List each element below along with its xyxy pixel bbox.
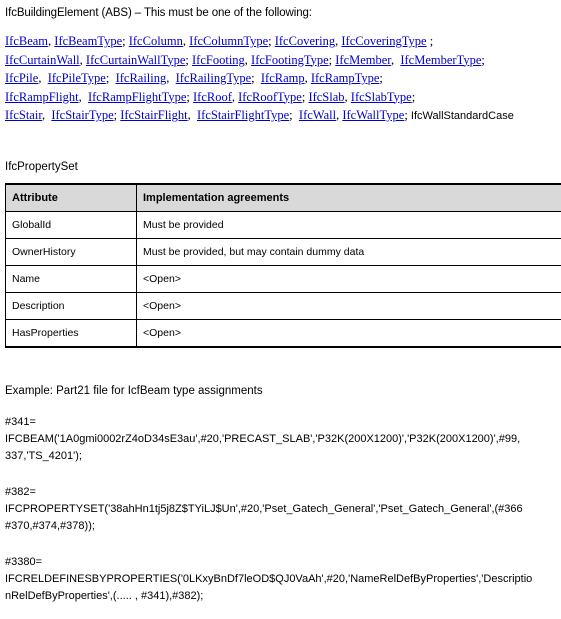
- entity-name-ifcwallstandardcase: IfcWallStandardCase: [410, 110, 514, 122]
- code-block-382: [5, 484, 523, 535]
- separator: ;: [379, 71, 383, 85]
- attribute-cell: OwnerHistory: [6, 239, 137, 266]
- column-header-implementation: Implementation agreements: [137, 184, 561, 212]
- property-set-title: IfcPropertySet: [5, 161, 78, 173]
- separator: ,: [336, 108, 343, 122]
- entity-link-ifcwall[interactable]: IfcWall: [298, 108, 337, 122]
- table-row: [6, 212, 561, 239]
- separator: ;: [426, 34, 434, 48]
- entity-link-ifcpile[interactable]: IfcPile: [5, 71, 39, 85]
- code-line: nRelDefByProperties',(..... , #341),#382);: [5, 590, 204, 602]
- link-line: [5, 32, 561, 51]
- entity-link-ifcstairtype[interactable]: IfcStairType: [51, 108, 114, 122]
- entity-link-ifccolumn[interactable]: IfcColumn: [128, 34, 183, 48]
- entity-link-ifcramp[interactable]: IfcRamp: [260, 71, 305, 85]
- separator: ;: [328, 52, 336, 67]
- separator: ,: [41, 108, 52, 122]
- attribute-cell: GlobalId: [6, 212, 137, 239]
- separator: ;: [301, 89, 309, 104]
- entity-link-ifcslab[interactable]: IfcSlab: [308, 89, 345, 104]
- code-line: IFCRELDEFINESBYPROPERTIES('0LKxyBnDf7leOD$QJ0VaAh',#20,'NameRelDefByProperties','Descriptio: [5, 573, 533, 585]
- entity-link-ifcbeam[interactable]: IfcBeam: [5, 34, 49, 48]
- code-block-3380: [5, 554, 532, 605]
- entity-link-ifcrooftype[interactable]: IfcRoofType: [238, 89, 302, 104]
- separator: ,: [78, 89, 88, 104]
- separator: ,: [48, 34, 55, 48]
- entity-link-ifcrailingtype[interactable]: IfcRailingType: [175, 71, 252, 85]
- separator: ;: [113, 108, 121, 122]
- separator: ,: [390, 52, 401, 67]
- building-element-type-links: [5, 32, 561, 125]
- separator: ;: [122, 34, 129, 48]
- code-line: IFCBEAM('1A0gmi0002rZ4oD34sE3au',#20,'PRECAST_SLAB','P32K(200X1200)','P32K(200X1200)',#99,: [5, 433, 521, 445]
- entity-link-ifccolumntype[interactable]: IfcColumnType: [189, 34, 269, 48]
- link-line: [5, 106, 561, 125]
- link-line: [5, 51, 561, 70]
- separator: ;: [105, 71, 116, 85]
- entity-link-ifccoveringtype[interactable]: IfcCoveringType: [341, 34, 427, 48]
- table-row: [6, 239, 561, 266]
- separator: ,: [79, 52, 86, 67]
- attribute-cell: HasProperties: [6, 320, 137, 348]
- table-row: [6, 320, 561, 348]
- table-row: [6, 266, 561, 293]
- entity-link-ifcbeamtype[interactable]: IfcBeamType: [54, 34, 123, 48]
- link-line: [5, 69, 561, 88]
- code-line: 337,'TS_4201');: [5, 450, 82, 462]
- separator: ;: [268, 34, 275, 48]
- agreement-cell: Must be provided: [137, 212, 561, 239]
- entity-link-ifcfootingtype[interactable]: IfcFootingType: [251, 52, 329, 67]
- attribute-cell: Name: [6, 266, 137, 293]
- separator: ;: [481, 52, 485, 67]
- example-title: Example: Part21 file for IcfBeam type assignments: [5, 385, 263, 397]
- entity-link-ifccovering[interactable]: IfcCovering: [274, 34, 336, 48]
- code-id: #3380=: [5, 556, 43, 568]
- separator: ;: [404, 108, 411, 122]
- code-id: #382=: [5, 486, 36, 498]
- separator: ,: [182, 34, 190, 48]
- entity-link-ifcstairflight[interactable]: IfcStairFlight: [120, 108, 188, 122]
- separator: ,: [244, 52, 252, 67]
- entity-link-ifcmember[interactable]: IfcMember: [335, 52, 391, 67]
- attribute-cell: Description: [6, 293, 137, 320]
- entity-link-ifcrampflighttype[interactable]: IfcRampFlightType: [87, 89, 187, 104]
- separator: ;: [251, 71, 261, 85]
- entity-link-ifcstairflighttype[interactable]: IfcStairFlightType: [197, 108, 290, 122]
- separator: ,: [335, 34, 342, 48]
- entity-link-ifcroof[interactable]: IfcRoof: [193, 89, 232, 104]
- separator: ;: [289, 108, 299, 122]
- building-element-heading: IfcBuildingElement (ABS) – This must be one of the following:: [5, 7, 312, 19]
- separator: ,: [166, 71, 176, 85]
- separator: ,: [231, 89, 239, 104]
- code-block-341: [5, 414, 520, 465]
- entity-link-ifccurtainwalltype[interactable]: IfcCurtainWallType: [85, 52, 186, 67]
- code-line: IFCPROPERTYSET('38ahHn1tj5j8Z$TYiLJ$Un',#20,'Pset_Gatech_General','Pset_Gatech_General',(#366: [5, 503, 523, 515]
- entity-link-ifcwalltype[interactable]: IfcWallType: [342, 108, 405, 122]
- code-line: #370,#374,#378));: [5, 520, 95, 532]
- table-row: [6, 293, 561, 320]
- column-header-attribute: Attribute: [6, 184, 137, 212]
- property-set-table: [5, 183, 561, 348]
- table-header-row: [6, 184, 561, 212]
- entity-link-ifcramptype[interactable]: IfcRampType: [310, 71, 380, 85]
- separator: ,: [38, 71, 48, 85]
- agreement-cell: <Open>: [137, 293, 561, 320]
- separator: ,: [304, 71, 311, 85]
- separator: ,: [187, 108, 197, 122]
- agreement-cell: <Open>: [137, 320, 561, 348]
- link-line: [5, 88, 561, 107]
- entity-link-ifcslabtype[interactable]: IfcSlabType: [350, 89, 412, 104]
- separator: ;: [185, 52, 193, 67]
- entity-link-ifccurtainwall[interactable]: IfcCurtainWall: [5, 52, 80, 67]
- agreement-cell: <Open>: [137, 266, 561, 293]
- agreement-cell: Must be provided, but may contain dummy data: [137, 239, 561, 266]
- entity-link-ifcmembertype[interactable]: IfcMemberType: [400, 52, 482, 67]
- entity-link-ifcstair[interactable]: IfcStair: [5, 108, 42, 122]
- entity-link-ifcrampflight[interactable]: IfcRampFlight: [5, 89, 79, 104]
- entity-link-ifcrailing[interactable]: IfcRailing: [115, 71, 167, 85]
- separator: ;: [186, 89, 194, 104]
- separator: ,: [344, 89, 351, 104]
- code-id: #341=: [5, 416, 36, 428]
- entity-link-ifcpiletype[interactable]: IfcPileType: [47, 71, 106, 85]
- separator: ;: [411, 89, 416, 104]
- entity-link-ifcfooting[interactable]: IfcFooting: [192, 52, 245, 67]
